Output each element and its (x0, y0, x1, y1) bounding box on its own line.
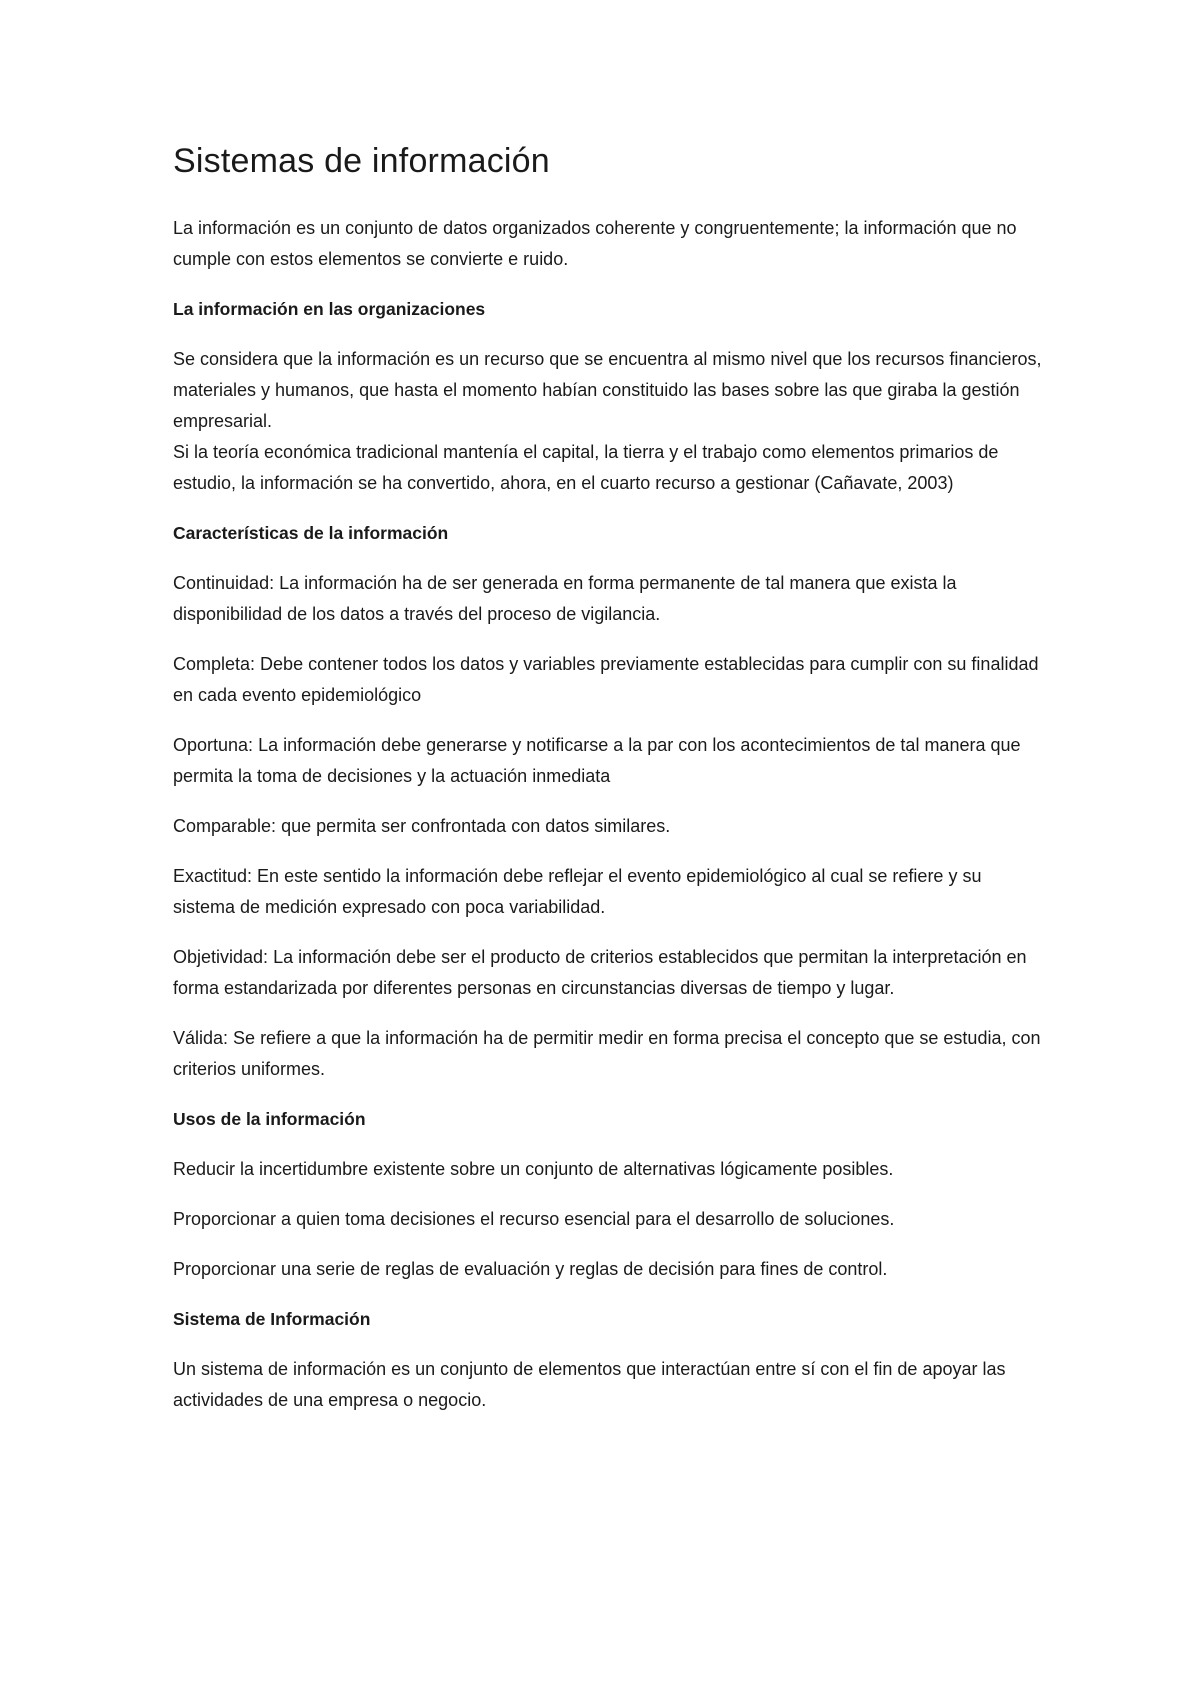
characteristic-text: En este sentido la información debe reflejar el evento epidemiológico al cual se refiere y su sistema de medición expresado con poca variabilidad. (173, 865, 982, 917)
uses-item: Proporcionar una serie de reglas de evaluación y reglas de decisión para fines de control. (173, 1258, 888, 1279)
section-heading-sistema: Sistema de Información (173, 1308, 371, 1329)
organizaciones-paragraph-1: Se considera que la información es un recurso que se encuentra al mismo nivel que los recursos financieros, materiales y humanos, que hasta el momento habían constituido las bases sobre las que giraba la gestión empresarial. (173, 348, 1042, 431)
characteristic-term: Exactitud: (173, 865, 253, 886)
intro-paragraph: La información es un conjunto de datos organizados coherente y congruentemente; la información que no cumple con estos elementos se convierte e ruido. (173, 217, 1017, 269)
uses-item: Reducir la incertidumbre existente sobre un conjunto de alternativas lógicamente posibles. (173, 1158, 894, 1179)
characteristic-term: Comparable: (173, 815, 277, 836)
characteristic-item (173, 861, 1043, 923)
section-heading-organizaciones: La información en las organizaciones (173, 298, 486, 319)
characteristic-text: Se refiere a que la información ha de permitir medir en forma precisa el concepto que se estudia, con criterios uniformes. (173, 1027, 1041, 1079)
characteristic-text: La información debe ser el producto de criterios establecidos que permitan la interpretación en forma estandarizada por diferentes personas en circunstancias diversas de tiempo y lugar. (173, 946, 1027, 998)
characteristic-item (173, 649, 1043, 711)
characteristic-term: Objetividad: (173, 946, 269, 967)
document-body (173, 140, 1043, 1416)
uses-item: Proporcionar a quien toma decisiones el recurso esencial para el desarrollo de soluciones. (173, 1208, 895, 1229)
document-title: Sistemas de información (173, 142, 550, 180)
characteristic-term: Oportuna: (173, 734, 254, 755)
organizaciones-paragraph-2: Si la teoría económica tradicional mantenía el capital, la tierra y el trabajo como elementos primarios de estudio, la información se ha convertido, ahora, en el cuarto recurso a gestionar (Cañavate, 2003) (173, 441, 999, 493)
characteristic-text: que permita ser confrontada con datos similares. (276, 815, 671, 836)
characteristic-item (173, 730, 1043, 792)
characteristic-item (173, 942, 1043, 1004)
characteristic-term: Continuidad: (173, 572, 275, 593)
characteristic-term: Válida: (173, 1027, 229, 1048)
sistema-paragraph: Un sistema de información es un conjunto de elementos que interactúan entre sí con el fin de apoyar las actividades de una empresa o negocio. (173, 1358, 1006, 1410)
characteristic-item (173, 568, 1043, 630)
characteristic-item (173, 1023, 1043, 1085)
characteristic-text: La información ha de ser generada en forma permanente de tal manera que exista la disponibilidad de los datos a través del proceso de vigilancia. (173, 572, 957, 624)
characteristic-text: Debe contener todos los datos y variables previamente establecidas para cumplir con su finalidad en cada evento epidemiológico (173, 653, 1039, 705)
characteristic-text: La información debe generarse y notificarse a la par con los acontecimientos de tal manera que permita la toma de decisiones y la actuación inmediata (173, 734, 1021, 786)
section-heading-caracteristicas: Características de la información (173, 522, 449, 543)
characteristic-term: Completa: (173, 653, 256, 674)
section-heading-usos: Usos de la información (173, 1108, 366, 1129)
characteristic-item (173, 811, 1043, 842)
